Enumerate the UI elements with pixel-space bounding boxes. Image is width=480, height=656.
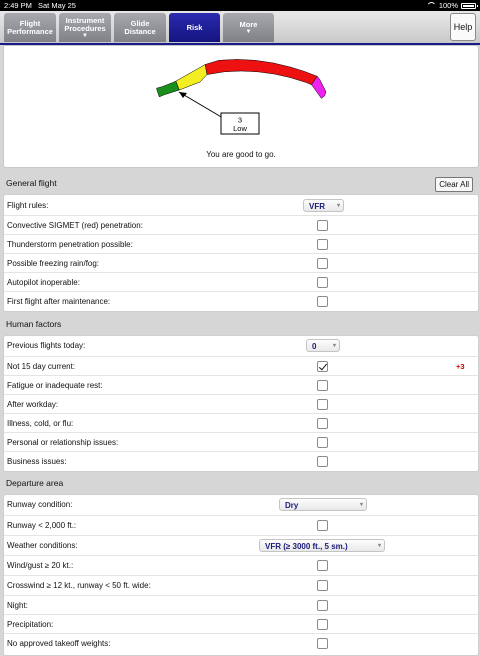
checklist-row xyxy=(4,432,478,452)
checkbox[interactable] xyxy=(317,619,328,630)
checkbox[interactable] xyxy=(317,277,328,288)
gauge-pointer-line xyxy=(179,92,223,118)
tab-more[interactable] xyxy=(223,13,274,42)
status-time: 2:49 PM xyxy=(4,1,32,10)
clear-all-button[interactable]: Clear All xyxy=(435,177,473,192)
tab-label-line1: Instrument xyxy=(65,15,105,25)
gauge-segment-green xyxy=(157,81,180,97)
checklist-row xyxy=(4,555,478,575)
runway-condition-select[interactable] xyxy=(279,498,367,511)
row-label: Fatigue or inadequate rest: xyxy=(7,381,103,390)
flight-rules-row xyxy=(4,196,478,215)
checklist-row xyxy=(4,234,478,254)
risk-message: You are good to go. xyxy=(206,150,276,159)
section-header-human-factors xyxy=(0,315,480,334)
row-label: Wind/gust ≥ 20 kt.: xyxy=(7,561,74,570)
row-label: Illness, cold, or flu: xyxy=(7,419,74,428)
previous-flights-row xyxy=(4,336,478,355)
select-value: 0 xyxy=(312,342,317,351)
general-flight-group xyxy=(3,194,479,312)
section-title: Departure area xyxy=(6,478,64,488)
select-value: Dry xyxy=(285,501,299,510)
tab-label-line1: Glide xyxy=(130,18,150,28)
flight-rules-select[interactable] xyxy=(303,199,344,212)
section-title: Human factors xyxy=(6,319,62,329)
row-label: No approved takeoff weights: xyxy=(7,639,111,648)
gauge-segment-red xyxy=(205,59,317,84)
gauge-segment-yellow xyxy=(176,65,207,91)
checklist-row xyxy=(4,413,478,433)
row-label: Previous flights today: xyxy=(7,341,86,350)
runway-condition-row xyxy=(4,495,478,514)
wifi-icon xyxy=(427,2,436,9)
row-label: Flight rules: xyxy=(7,201,49,210)
tab-glide-distance[interactable] xyxy=(114,13,166,42)
chevron-down-icon: ▼ xyxy=(82,32,88,39)
checkbox[interactable] xyxy=(317,220,328,231)
tab-instrument-procedures[interactable] xyxy=(59,13,111,42)
battery-percent: 100% xyxy=(438,1,458,10)
tab-label-line2: Distance xyxy=(124,26,156,36)
tab-bar xyxy=(0,11,480,45)
previous-flights-select[interactable] xyxy=(306,339,340,352)
checkbox[interactable] xyxy=(317,418,328,429)
row-label: Runway < 2,000 ft.: xyxy=(7,521,77,530)
checkbox[interactable] xyxy=(317,437,328,448)
human-factors-group xyxy=(3,335,479,472)
row-label: Business issues: xyxy=(7,457,67,466)
chevron-down-icon: ▾ xyxy=(336,203,340,209)
row-label: Not 15 day current: xyxy=(7,362,76,371)
section-header-departure-area xyxy=(0,474,480,493)
checkbox[interactable] xyxy=(317,239,328,250)
checklist-row xyxy=(4,394,478,414)
tab-label-line1: Risk xyxy=(186,22,203,32)
checkbox[interactable] xyxy=(317,600,328,611)
row-label: Autopilot inoperable: xyxy=(7,278,80,287)
checklist-row xyxy=(4,291,478,311)
checkbox[interactable] xyxy=(317,296,328,307)
checklist-row xyxy=(4,595,478,615)
status-bar xyxy=(0,0,480,11)
row-label: Crosswind ≥ 12 kt., runway < 50 ft. wide: xyxy=(7,581,151,590)
weather-conditions-row xyxy=(4,535,478,555)
tab-label-line2: Procedures xyxy=(64,23,106,33)
checkbox[interactable] xyxy=(317,380,328,391)
select-value: VFR xyxy=(309,202,325,211)
help-button[interactable]: Help xyxy=(450,13,476,41)
chevron-down-icon: ▾ xyxy=(332,343,336,349)
checkbox[interactable] xyxy=(317,361,328,372)
checkbox[interactable] xyxy=(317,258,328,269)
checklist-row xyxy=(4,272,478,292)
weather-conditions-select[interactable] xyxy=(259,539,385,552)
status-right xyxy=(427,0,476,11)
section-header-general-flight xyxy=(0,174,480,193)
chevron-down-icon: ▾ xyxy=(359,502,363,508)
section-title: General flight xyxy=(6,178,57,188)
checklist-row xyxy=(4,575,478,595)
tab-label-line1: Flight xyxy=(19,18,41,28)
chevron-down-icon: ▼ xyxy=(245,28,252,35)
gauge-score: 3 xyxy=(237,115,243,125)
checklist-row xyxy=(4,451,478,471)
row-label: Thunderstorm penetration possible: xyxy=(7,240,133,249)
row-label: Personal or relationship issues: xyxy=(7,438,119,447)
row-label: Runway condition: xyxy=(7,500,73,509)
row-label: Night: xyxy=(7,601,28,610)
checklist-row xyxy=(4,633,478,653)
checkbox[interactable] xyxy=(317,456,328,467)
row-label: Convective SIGMET (red) penetration: xyxy=(7,221,143,230)
checkbox[interactable] xyxy=(317,580,328,591)
battery-icon xyxy=(461,3,476,9)
checkbox[interactable] xyxy=(317,520,328,531)
gauge-level: Low xyxy=(233,124,247,133)
checklist-row xyxy=(4,215,478,235)
checklist-row xyxy=(4,614,478,634)
chevron-down-icon: ▾ xyxy=(377,543,381,549)
row-label: After workday: xyxy=(7,400,59,409)
tab-label-line1: More xyxy=(239,19,258,29)
checklist-row xyxy=(4,253,478,273)
tab-label-line2: Performance xyxy=(7,26,53,36)
risk-gauge-panel xyxy=(3,45,479,168)
risk-points: +3 xyxy=(456,362,465,371)
checklist-row xyxy=(4,375,478,395)
checkbox[interactable] xyxy=(317,399,328,410)
gauge-pointer-head xyxy=(179,92,187,98)
row-label: Possible freezing rain/fog: xyxy=(7,259,100,268)
risk-gauge xyxy=(4,46,478,167)
tab-risk[interactable] xyxy=(169,13,220,42)
checkbox[interactable] xyxy=(317,560,328,571)
status-date: Sat May 25 xyxy=(38,1,76,10)
select-value: VFR (≥ 3000 ft., 5 sm.) xyxy=(265,542,348,551)
checklist-row xyxy=(4,356,478,376)
row-label: Precipitation: xyxy=(7,620,54,629)
departure-area-group xyxy=(3,494,479,656)
tab-flight-performance[interactable] xyxy=(4,13,56,42)
checklist-row xyxy=(4,515,478,535)
row-label: First flight after maintenance: xyxy=(7,297,111,306)
row-label: Weather conditions: xyxy=(7,541,78,550)
